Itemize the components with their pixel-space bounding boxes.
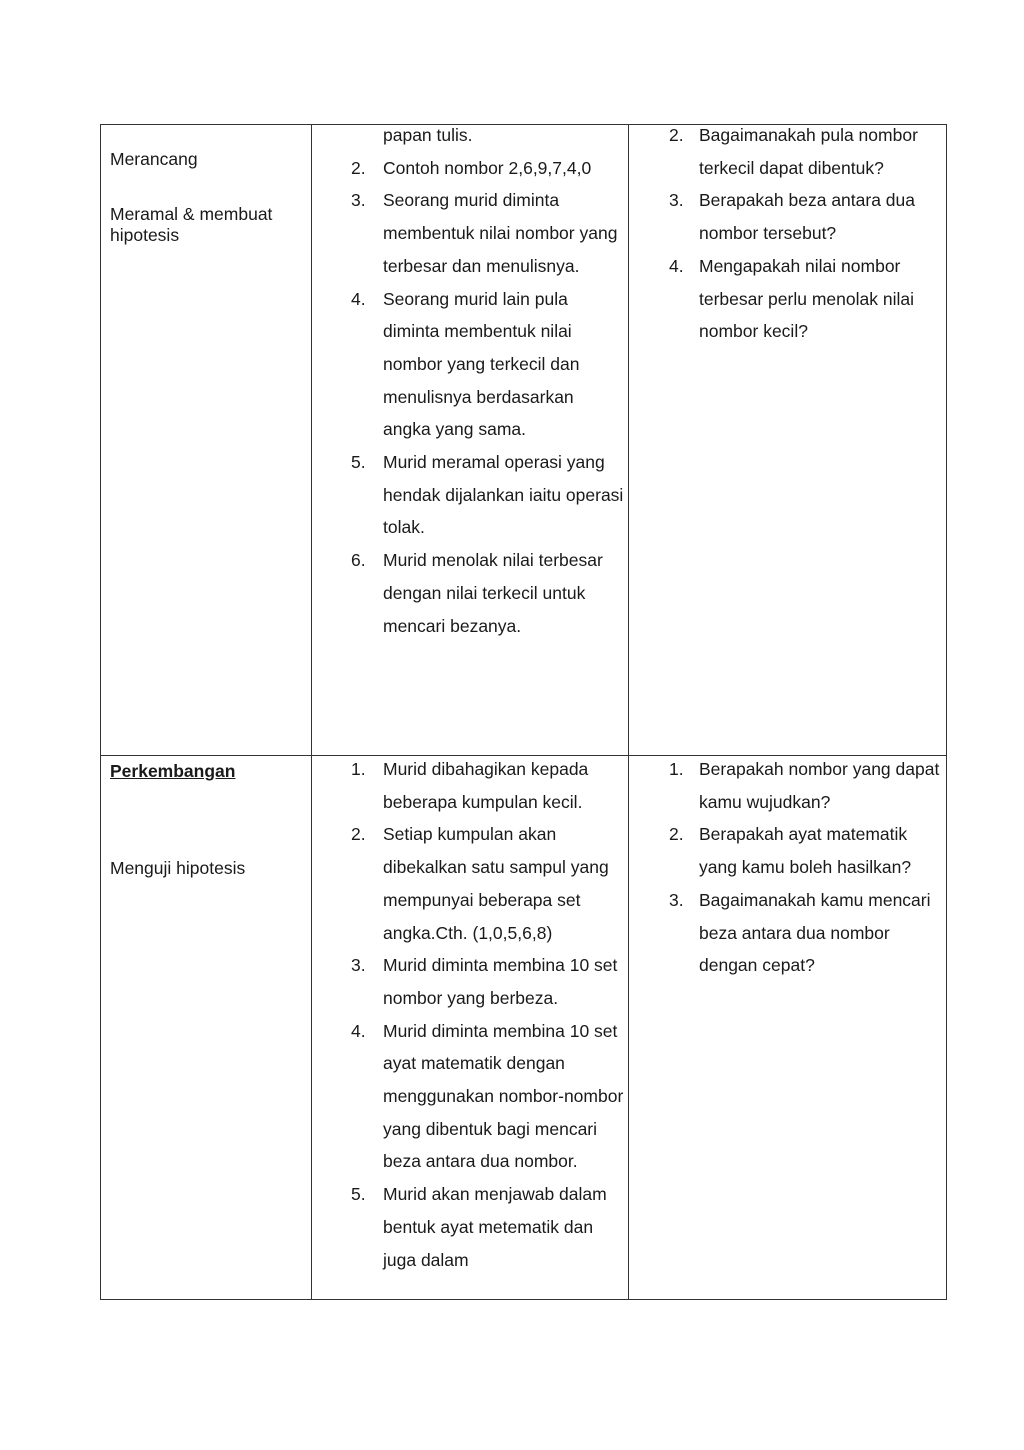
lesson-plan-table [100, 124, 947, 1300]
activity-number: 4. [351, 288, 366, 309]
activity-item [312, 949, 628, 1014]
question-number: 3. [669, 889, 684, 910]
activity-item [312, 152, 628, 185]
activity-text: Murid diminta membina 10 set nombor yang berbeza. [383, 955, 618, 1008]
question-number: 2. [669, 125, 684, 145]
activity-item [312, 446, 628, 544]
question-item [629, 184, 946, 249]
question-text: Bagaimanakah kamu mencari beza antara dua nombor dengan cepat? [699, 889, 931, 976]
activity-item [312, 283, 628, 447]
activity-text: papan tulis. [383, 125, 473, 145]
question-item [629, 753, 946, 818]
stage-cell [101, 756, 312, 1300]
stage-label: Perkembangan [110, 761, 236, 781]
question-item [629, 250, 946, 348]
activity-item [312, 544, 628, 642]
stage-label: Merancang [110, 149, 198, 169]
question-text: Bagaimanakah pula nombor terkecil dapat dibentuk? [699, 125, 918, 178]
activity-text: Murid meramal operasi yang hendak dijalankan iaitu operasi tolak. [383, 452, 624, 538]
question-number: 2. [669, 824, 684, 845]
activity-number: 5. [351, 452, 366, 473]
question-item [629, 884, 946, 982]
table-row [101, 125, 947, 756]
activity-number: 6. [351, 550, 366, 571]
question-item [629, 119, 946, 184]
question-number: 1. [669, 759, 684, 779]
activity-text: Seorang murid diminta membentuk nilai nombor yang terbesar dan menulisnya. [383, 190, 618, 276]
stage-sublabel: Meramal & membuat hipotesis [110, 204, 273, 245]
question-text: Mengapakah nilai nombor terbesar perlu menolak nilai nombor kecil? [699, 255, 914, 342]
activity-item [312, 1178, 628, 1276]
activity-text: Murid diminta membina 10 set ayat matematik dengan menggunakan nombor-nombor yang dibentuk bagi mencari beza antara dua nombor. [383, 1020, 624, 1172]
question-text: Berapakah nombor yang dapat kamu wujudkan? [699, 759, 940, 812]
question-cell [629, 125, 947, 756]
question-item [629, 818, 946, 883]
activity-number: 4. [351, 1020, 366, 1041]
question-text: Berapakah ayat matematik yang kamu boleh hasilkan? [699, 824, 912, 878]
activity-number: 1. [351, 759, 366, 779]
question-number: 4. [669, 255, 684, 276]
activity-item [312, 1015, 628, 1179]
activity-number: 3. [351, 955, 366, 976]
question-cell [629, 756, 947, 1300]
activity-text: Murid dibahagikan kepada beberapa kumpulan kecil. [383, 759, 589, 812]
activity-number: 2. [351, 157, 366, 178]
stage-cell [101, 125, 312, 756]
activity-number: 2. [351, 824, 366, 845]
activity-item [312, 119, 628, 152]
activity-text: Seorang murid lain pula diminta membentuk nilai nombor yang terkecil dan menulisnya berdasarkan angka yang sama. [383, 288, 580, 440]
activity-number: 3. [351, 190, 366, 211]
activity-cell [312, 756, 629, 1300]
table-row [101, 756, 947, 1300]
activity-text: Contoh nombor 2,6,9,7,4,0 [383, 157, 592, 178]
activity-text: Setiap kumpulan akan dibekalkan satu sampul yang mempunyai beberapa set angka.Cth. (1,0,5,6,8) [383, 824, 609, 943]
activity-item [312, 818, 628, 949]
activity-text: Murid menolak nilai terbesar dengan nilai terkecil untuk mencari bezanya. [383, 550, 603, 636]
activity-item [312, 753, 628, 818]
activity-item [312, 184, 628, 282]
activity-number: 5. [351, 1184, 366, 1205]
activity-cell [312, 125, 629, 756]
stage-sublabel: Menguji hipotesis [110, 858, 246, 878]
question-text: Berapakah beza antara dua nombor tersebut? [699, 190, 915, 244]
activity-text: Murid akan menjawab dalam bentuk ayat metematik dan juga dalam [383, 1184, 607, 1270]
question-number: 3. [669, 190, 684, 211]
